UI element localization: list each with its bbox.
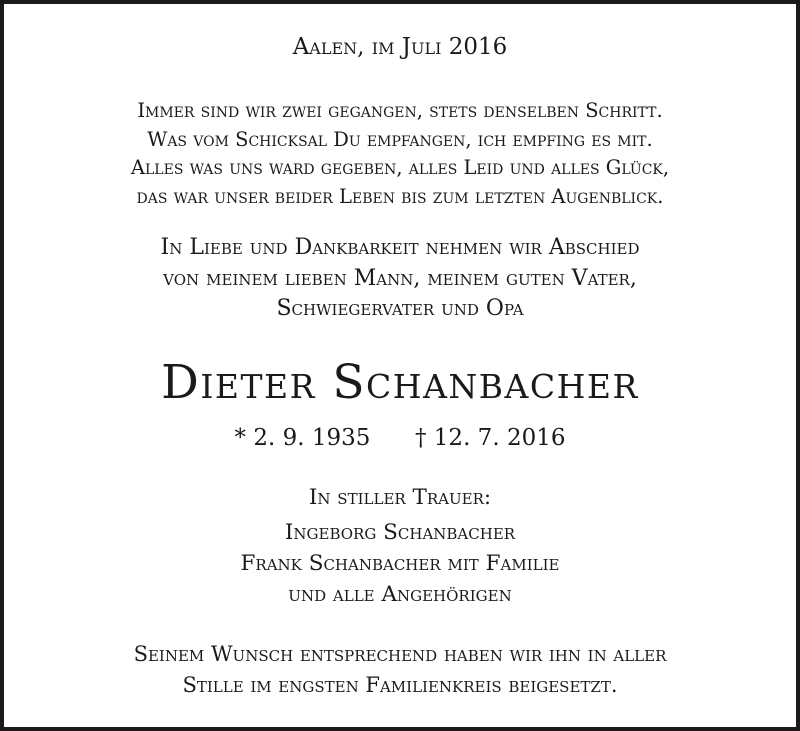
poem-line: Was vom Schicksal Du empfangen, ich empfing es mit. [147,127,653,151]
closing-text [4,639,796,700]
death-date: 12. 7. 2016 [433,425,566,451]
mourning-heading [4,483,796,513]
mourners-list [4,517,796,610]
poem-line: Alles was uns ward gegeben, alles Leid und alles Glück, [130,156,670,179]
birth-star-icon: * [234,425,246,451]
mourning-heading-text: In stiller Trauer: [308,485,492,510]
life-dates [4,423,796,453]
mourner: und alle Angehörigen [288,582,512,607]
farewell-line: von meinem lieben Mann, meinem guten Vater, [163,265,637,291]
birth-date: 2. 9. 1935 [253,425,371,451]
farewell-line: Schwiegervater und Opa [276,296,524,321]
closing-line: Stille im engsten Familienkreis beigesetzt. [182,672,618,697]
mourner: Frank Schanbacher mit Familie [240,551,560,576]
deceased-name [4,355,796,411]
poem-line: Immer sind wir zwei gegangen, stets denselben Schritt. [137,99,663,122]
deceased-name-text: Dieter Schanbacher [161,355,639,410]
place-date [4,32,796,62]
farewell-line: In Liebe und Dankbarkeit nehmen wir Abschied [160,235,640,260]
place-date-text: Aalen, im Juli 2016 [292,34,508,60]
mourner: Ingeborg Schanbacher [284,520,516,545]
poem [4,97,796,211]
closing-line: Seinem Wunsch entsprechend haben wir ihn in aller [133,642,667,666]
farewell-text [4,233,796,325]
death-cross-icon: † [414,425,427,451]
poem-line: das war unser beider Leben bis zum letzten Augenblick. [136,184,664,208]
